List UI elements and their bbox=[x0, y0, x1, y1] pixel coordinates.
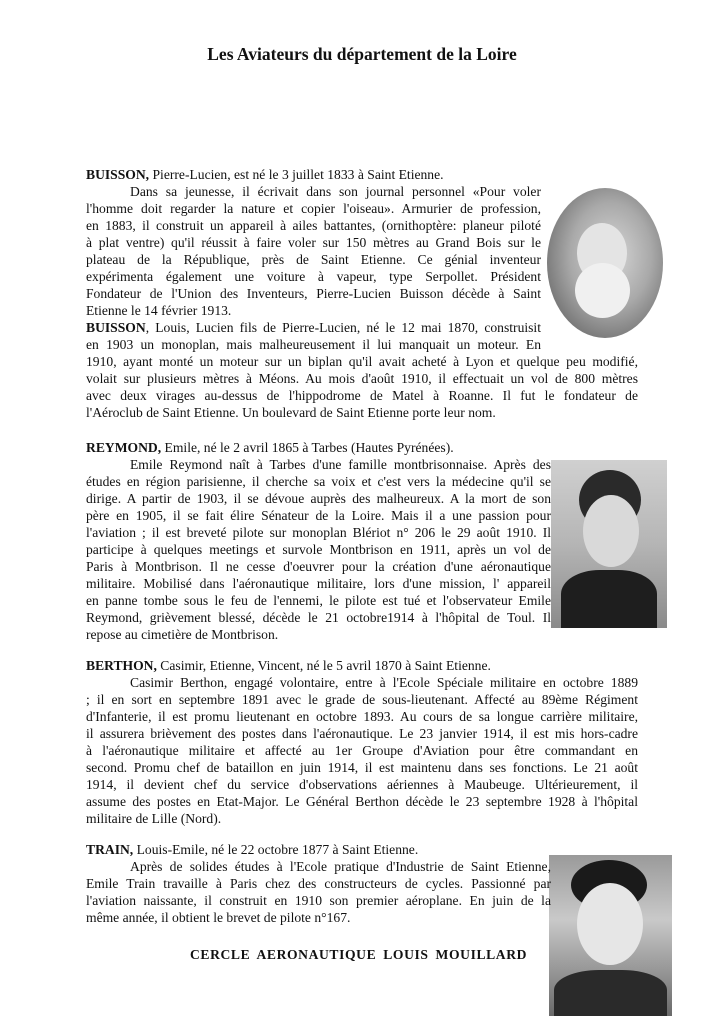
reymond-line: repose au cimetière de Montbrison. bbox=[86, 627, 279, 642]
buisson-line: à plat ventre) qu'il réussit à faire voler sur 150 mètres au Grand Bois sur le bbox=[86, 235, 541, 250]
train-line: TRAIN, Louis-Emile, né le 22 octobre 1877 à Saint Etienne. bbox=[86, 842, 419, 857]
buisson-line: en 1883, il construit un appareil à ailes battantes, (ornithoptère: planeur piloté bbox=[86, 218, 541, 233]
berthon-line: ; il en sort en septembre 1891 avec le grade de sous-lieutenant. Affecté au 89ème Régiment bbox=[86, 692, 638, 707]
buisson-line: expérimenta également une voiture à vapeur, type Serpollet. Président bbox=[86, 269, 541, 284]
surname: BERTHON, bbox=[86, 658, 157, 673]
portrait-emile-train bbox=[549, 855, 672, 1016]
reymond-line: Paris à Montbrison. Il ne cesse d'oeuvrer pour la création d'une aéronautique bbox=[86, 559, 551, 574]
reymond-line: militaire. Mobilisé dans l'aéronautique militaire, lors d'une mission, l' appareil bbox=[86, 576, 551, 591]
train-line: Emile Train travaille à Paris chez des constructeurs de cycles. Passionné par bbox=[86, 876, 551, 891]
reymond-line: dirige. A partir de 1903, il se dévoue auprès des malheureux. A la mort de son bbox=[86, 491, 551, 506]
buisson-line: avec deux virages au-dessus de l'hippodrome de Matel à Roanne. Il fut le fondateur de bbox=[86, 388, 638, 403]
buisson-line: 1910, ayant monté un moteur sur un biplan qu'il avait acheté à Lyon et quelque peu modifié, bbox=[86, 354, 638, 369]
reymond-line: participe à quelques meetings et survole Montbrison en 1911, après un vol de bbox=[86, 542, 551, 557]
reymond-line: Emile Reymond naît à Tarbes d'une famille montbrisonnaise. Après des bbox=[130, 457, 551, 472]
buisson-line: Dans sa jeunesse, il écrivait dans son journal personnel «Pour voler bbox=[130, 184, 541, 199]
footer-organization: CERCLE AERONAUTIQUE LOUIS MOUILLARD bbox=[190, 947, 528, 962]
document-title: Les Aviateurs du département de la Loire bbox=[207, 44, 517, 64]
berthon-line: second. Promu chef de bataillon en juin 1914, il est maintenu dans ses fonctions. Le 21 août bbox=[86, 760, 638, 775]
reymond-line: père en 1905, il se fait élire Sénateur de la Loire. Mais il a une passion pour bbox=[86, 508, 551, 523]
surname: BUISSON, bbox=[86, 167, 150, 182]
portrait-emile-reymond bbox=[551, 460, 667, 628]
buisson-line: l'homme doit regarder la nature et copier l'oiseau». Armurier de profession, bbox=[86, 201, 541, 216]
reymond-line: REYMOND, Emile, né le 2 avril 1865 à Tarbes (Hautes Pyrénées). bbox=[86, 440, 454, 455]
train-line: même année, il obtient le brevet de pilote n°167. bbox=[86, 910, 351, 925]
buisson-line: Etienne le 14 février 1913. bbox=[86, 303, 232, 318]
buisson-line: Fondateur de l'Union des Inventeurs, Pierre-Lucien Buisson décède à Saint bbox=[86, 286, 541, 301]
berthon-line: d'Infanterie, il est promu lieutenant en octobre 1893. Au cours de sa longue carrière militaire, bbox=[86, 709, 638, 724]
berthon-line: BERTHON, Casimir, Etienne, Vincent, né le 5 avril 1870 à Saint Etienne. bbox=[86, 658, 491, 673]
berthon-line: il assurera brièvement des postes dans l'aéronautique. Le 23 janvier 1914, il est mis hors-cadre bbox=[86, 726, 638, 741]
surname: TRAIN, bbox=[86, 842, 134, 857]
surname: BUISSON bbox=[86, 320, 146, 335]
reymond-line: Reymond, grièvement blessé, décède le 21 octobre1914 à l'hôpital de Toul. Il bbox=[86, 610, 551, 625]
surname: REYMOND, bbox=[86, 440, 162, 455]
reymond-line: l'aviation ; il est breveté pilote sur monoplan Blériot n° 206 le 29 août 1910. Il bbox=[86, 525, 551, 540]
buisson-line: BUISSON, Louis, Lucien fils de Pierre-Lucien, né le 12 mai 1870, construisit bbox=[86, 320, 541, 335]
berthon-line: Casimir Berthon, engagé volontaire, entre à l'Ecole Spéciale militaire en octobre 1889 bbox=[130, 675, 638, 690]
buisson-line: volait sur plusieurs mètres à Méons. Au mois d'août 1910, il effectuait un vol de 800 mètres bbox=[86, 371, 638, 386]
berthon-line: assume des postes en Etat-Major. Le Général Berthon décède le 23 septembre 1928 à l'hôpital bbox=[86, 794, 638, 809]
buisson-line: plateau de la République, près de Saint Etienne. Ce génial inventeur bbox=[86, 252, 541, 267]
berthon-line: à l'aéronautique militaire et affecté au 1er Groupe d'Aviation pour être commandant en bbox=[86, 743, 638, 758]
berthon-line: 1914, il devient chef du service d'observations aériennes à Maubeuge. Ultérieurement, il bbox=[86, 777, 638, 792]
buisson-line: en 1903 un monoplan, mais malheureusement il lui manquait un moteur. En bbox=[86, 337, 541, 352]
train-line: l'aviation naissante, il construit en 1910 son premier aéroplane. En juin de la bbox=[86, 893, 551, 908]
train-line: Après de solides études à l'Ecole pratique d'Industrie de Saint Etienne, bbox=[130, 859, 551, 874]
reymond-line: en panne tombe sous le feu de l'ennemi, le pilote est tué et l'observateur Emile bbox=[86, 593, 551, 608]
buisson-line: BUISSON, Pierre-Lucien, est né le 3 juillet 1833 à Saint Etienne. bbox=[86, 167, 444, 182]
reymond-line: études en région parisienne, il cherche sa voix et c'est vers la médecine qu'il se bbox=[86, 474, 551, 489]
berthon-line: militaire de Lille (Nord). bbox=[86, 811, 222, 826]
buisson-line: l'Aéroclub de Saint Etienne. Un boulevard de Saint Etienne porte leur nom. bbox=[86, 405, 496, 420]
portrait-pierre-lucien-buisson bbox=[547, 188, 663, 338]
